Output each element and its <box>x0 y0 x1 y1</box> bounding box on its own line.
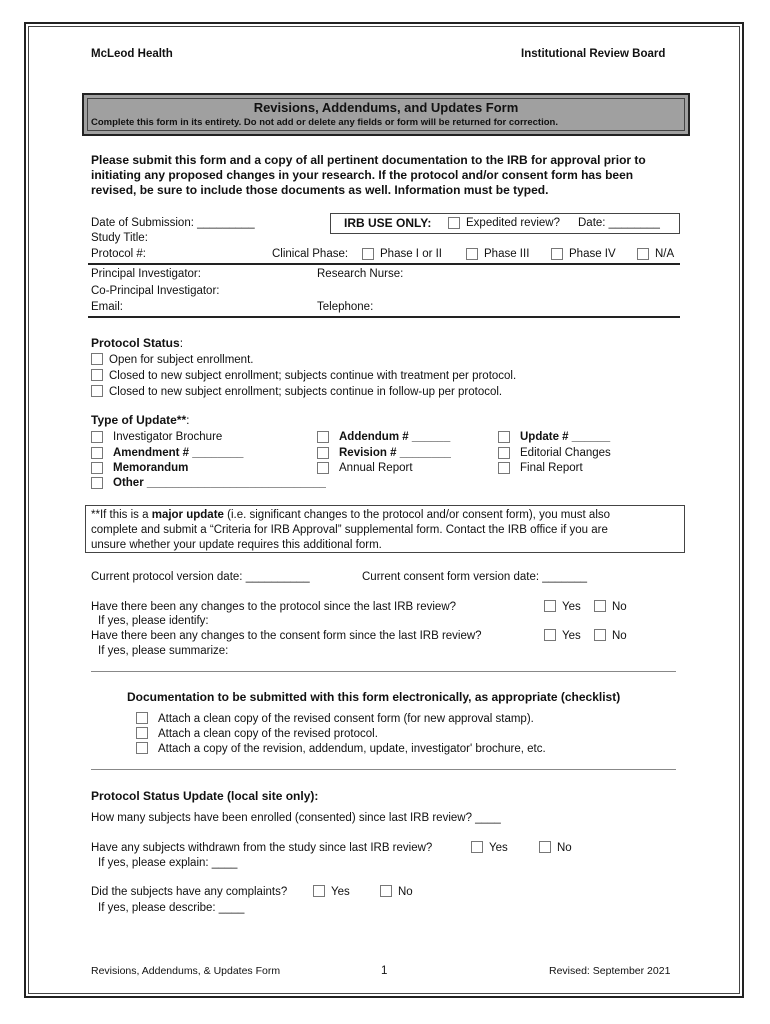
doc-protocol-checkbox[interactable] <box>136 727 148 739</box>
other-checkbox[interactable] <box>91 477 103 489</box>
withdrawn-no-label: No <box>557 842 572 854</box>
footer-revised-date: Revised: September 2021 <box>549 965 671 977</box>
annual-report-checkbox[interactable] <box>317 462 329 474</box>
doc-consent-label: Attach a clean copy of the revised consent form (for new approval stamp). <box>158 713 534 725</box>
divider <box>91 769 676 770</box>
other-label: Other ____________________________ <box>113 477 326 489</box>
expedited-label: Expedited review? <box>466 217 560 229</box>
withdrawn-follow-up-field[interactable]: If yes, please explain: ____ <box>98 857 238 869</box>
memorandum-label: Memorandum <box>113 462 189 474</box>
editorial-changes-label: Editorial Changes <box>520 447 611 459</box>
header-board: Institutional Review Board <box>521 48 666 60</box>
pi-label: Principal Investigator: <box>91 268 201 280</box>
status-open-checkbox[interactable] <box>91 353 103 365</box>
editorial-changes-checkbox[interactable] <box>498 447 510 459</box>
protocol-status-heading: Protocol Status: <box>91 336 184 350</box>
research-nurse-label: Research Nurse: <box>317 268 404 280</box>
complaints-yes-label: Yes <box>331 886 350 898</box>
major-update-note-line-2: complete and submit a “Criteria for IRB Approval” supplemental form. Contact the IRB office if you are <box>91 524 608 536</box>
clinical-phase-label: Clinical Phase: <box>272 248 349 260</box>
withdrawn-no-checkbox[interactable] <box>539 841 551 853</box>
phase-3-checkbox[interactable] <box>466 248 478 260</box>
phase-3-label: Phase III <box>484 248 530 260</box>
type-of-update-heading: Type of Update**: <box>91 413 190 427</box>
status-closed-treatment-label: Closed to new subject enrollment; subjects continue with treatment per protocol. <box>109 370 517 382</box>
form-title: Revisions, Addendums, and Updates Form <box>253 100 519 115</box>
consent-changes-yes-checkbox[interactable] <box>544 629 556 641</box>
phase-na-label: N/A <box>655 248 675 260</box>
header-org: McLeod Health <box>91 48 173 60</box>
telephone-label: Telephone: <box>317 301 374 313</box>
withdrawn-yes-checkbox[interactable] <box>471 841 483 853</box>
withdrawn-yes-label: Yes <box>489 842 508 854</box>
major-update-note-line-3: unsure whether your update requires this additional form. <box>91 539 382 551</box>
complaints-no-checkbox[interactable] <box>380 885 392 897</box>
phase-na-checkbox[interactable] <box>637 248 649 260</box>
doc-revision-label: Attach a copy of the revision, addendum, update, investigator' brochure, etc. <box>158 743 546 755</box>
phase-1-2-checkbox[interactable] <box>362 248 374 260</box>
status-open-label: Open for subject enrollment. <box>109 354 254 366</box>
revision-checkbox[interactable] <box>317 447 329 459</box>
irb-date-field[interactable]: Date: ________ <box>578 217 660 229</box>
revision-label: Revision # ________ <box>339 447 451 459</box>
update-label: Update # ______ <box>520 431 611 443</box>
footer-page-number: 1 <box>381 965 388 977</box>
expedited-checkbox[interactable] <box>448 217 460 229</box>
major-update-note-line-1: **If this is a major update (i.e. significant changes to the protocol and/or consent form), you must also <box>91 509 611 521</box>
status-closed-followup-label: Closed to new subject enrollment; subjects continue in follow-up per protocol. <box>109 386 503 398</box>
consent-changes-yes-label: Yes <box>562 630 581 642</box>
complaints-question: Did the subjects have any complaints? <box>91 886 288 898</box>
consent-changes-question: Have there been any changes to the consent form since the last IRB review? <box>91 630 482 642</box>
intro-line-3: revised, be sure to include those documents as well. Information must be typed. <box>91 183 549 197</box>
doc-protocol-label: Attach a clean copy of the revised protocol. <box>158 728 378 740</box>
documentation-heading: Documentation to be submitted with this form electronically, as appropriate (checklist) <box>127 690 621 704</box>
consent-changes-no-label: No <box>612 630 627 642</box>
investigator-brochure-label: Investigator Brochure <box>113 431 223 443</box>
protocol-changes-no-checkbox[interactable] <box>594 600 606 612</box>
subjects-enrolled-field[interactable]: How many subjects have been enrolled (consented) since last IRB review? ____ <box>91 812 501 824</box>
consent-version-date-field[interactable]: Current consent form version date: _______ <box>362 571 588 583</box>
subjects-withdrawn-question: Have any subjects withdrawn from the study since last IRB review? <box>91 842 433 854</box>
complaints-no-label: No <box>398 886 413 898</box>
amendment-label: Amendment # ________ <box>113 447 244 459</box>
divider <box>88 316 680 318</box>
doc-consent-checkbox[interactable] <box>136 712 148 724</box>
intro-line-1: Please submit this form and a copy of all pertinent documentation to the IRB for approval prior to <box>91 153 646 167</box>
irb-use-only-label: IRB USE ONLY: <box>344 216 432 230</box>
form-subtitle: Complete this form in its entirety. Do not add or delete any fields or form will be returned for correction. <box>91 117 558 128</box>
protocol-changes-question: Have there been any changes to the protocol since the last IRB review? <box>91 601 457 613</box>
final-report-checkbox[interactable] <box>498 462 510 474</box>
addendum-checkbox[interactable] <box>317 431 329 443</box>
final-report-label: Final Report <box>520 462 583 474</box>
status-closed-followup-checkbox[interactable] <box>91 385 103 397</box>
email-label: Email: <box>91 301 123 313</box>
protocol-changes-yes-label: Yes <box>562 601 581 613</box>
phase-4-checkbox[interactable] <box>551 248 563 260</box>
footer-form-name: Revisions, Addendums, & Updates Form <box>91 965 281 977</box>
addendum-label: Addendum # ______ <box>339 431 451 443</box>
protocol-changes-no-label: No <box>612 601 627 613</box>
copi-label: Co-Principal Investigator: <box>91 285 220 297</box>
complaints-yes-checkbox[interactable] <box>313 885 325 897</box>
protocol-changes-follow-up: If yes, please identify: <box>98 615 209 627</box>
protocol-changes-yes-checkbox[interactable] <box>544 600 556 612</box>
memorandum-checkbox[interactable] <box>91 462 103 474</box>
consent-changes-no-checkbox[interactable] <box>594 629 606 641</box>
local-status-heading: Protocol Status Update (local site only): <box>91 789 319 803</box>
date-of-submission-field[interactable]: Date of Submission: _________ <box>91 217 255 229</box>
phase-1-2-label: Phase I or II <box>380 248 443 260</box>
investigator-brochure-checkbox[interactable] <box>91 431 103 443</box>
doc-revision-checkbox[interactable] <box>136 742 148 754</box>
intro-line-2: initiating any proposed changes in your research. If the protocol and/or consent form has been <box>91 168 634 182</box>
divider <box>88 263 680 265</box>
protocol-number-label: Protocol #: <box>91 248 146 260</box>
annual-report-label: Annual Report <box>339 462 413 474</box>
phase-4-label: Phase IV <box>569 248 616 260</box>
consent-changes-follow-up: If yes, please summarize: <box>98 645 229 657</box>
complaints-follow-up-field[interactable]: If yes, please describe: ____ <box>98 902 245 914</box>
divider <box>91 671 676 672</box>
update-checkbox[interactable] <box>498 431 510 443</box>
amendment-checkbox[interactable] <box>91 447 103 459</box>
protocol-version-date-field[interactable]: Current protocol version date: __________ <box>91 571 310 583</box>
status-closed-treatment-checkbox[interactable] <box>91 369 103 381</box>
study-title-label: Study Title: <box>91 232 148 244</box>
